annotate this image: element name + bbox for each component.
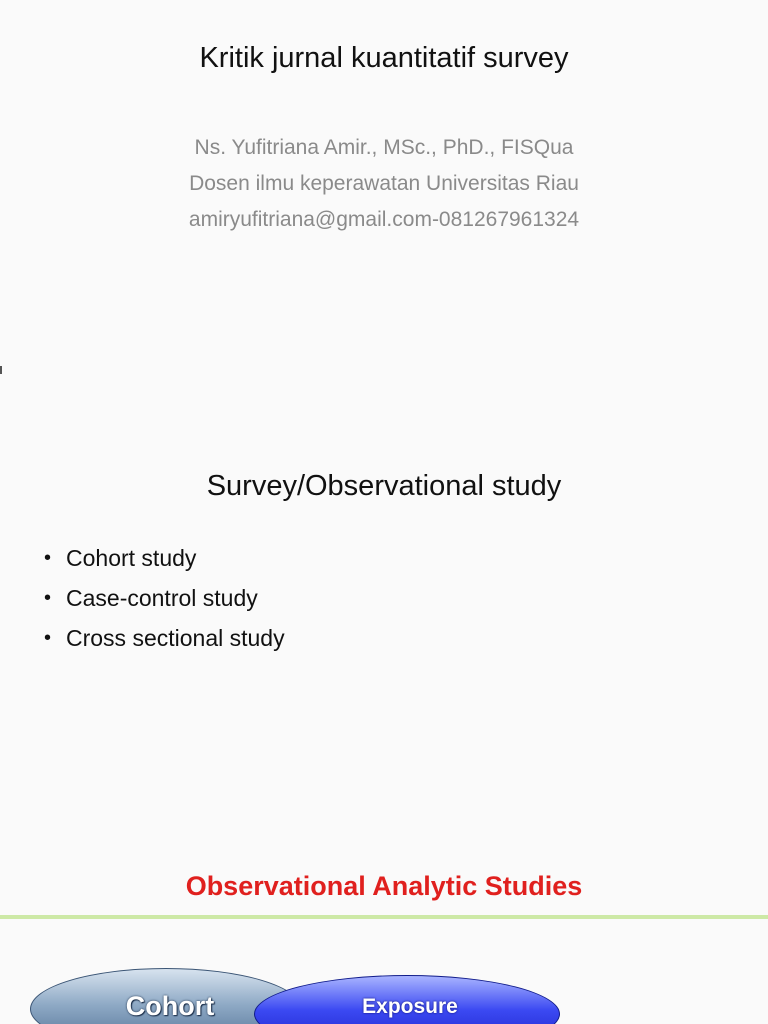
slide-3-title: Observational Analytic Studies — [185, 871, 583, 901]
bullet-icon: • — [44, 587, 52, 609]
bullet-icon: • — [44, 547, 52, 569]
slide-edge-mark — [0, 366, 2, 374]
author-name: Ns. Yufitriana Amir., MSc., PhD., FISQua — [194, 136, 574, 159]
slide-observational-analytic — [0, 845, 768, 1024]
slide-1-title: Kritik jurnal kuantitatif survey — [199, 42, 569, 74]
author-affiliation: Dosen ilmu keperawatan Universitas Riau — [189, 172, 579, 195]
slide-2-title: Survey/Observational study — [206, 470, 562, 502]
slide-title — [0, 0, 768, 378]
study-type-list — [44, 538, 285, 658]
author-contact: amiryufitriana@gmail.com-081267961324 — [188, 208, 580, 231]
bullet-icon: • — [44, 627, 52, 649]
exposure-label: Exposure — [362, 995, 458, 1018]
title-divider — [0, 915, 768, 919]
cohort-label: Cohort — [125, 991, 215, 1021]
bullet-text: Cross sectional study — [66, 625, 285, 651]
bullet-text: Case-control study — [66, 585, 258, 611]
list-item — [44, 578, 285, 618]
list-item — [44, 618, 285, 658]
author-block — [0, 130, 768, 238]
slide-observational-study — [0, 420, 768, 830]
list-item — [44, 538, 285, 578]
bullet-text: Cohort study — [66, 545, 197, 571]
